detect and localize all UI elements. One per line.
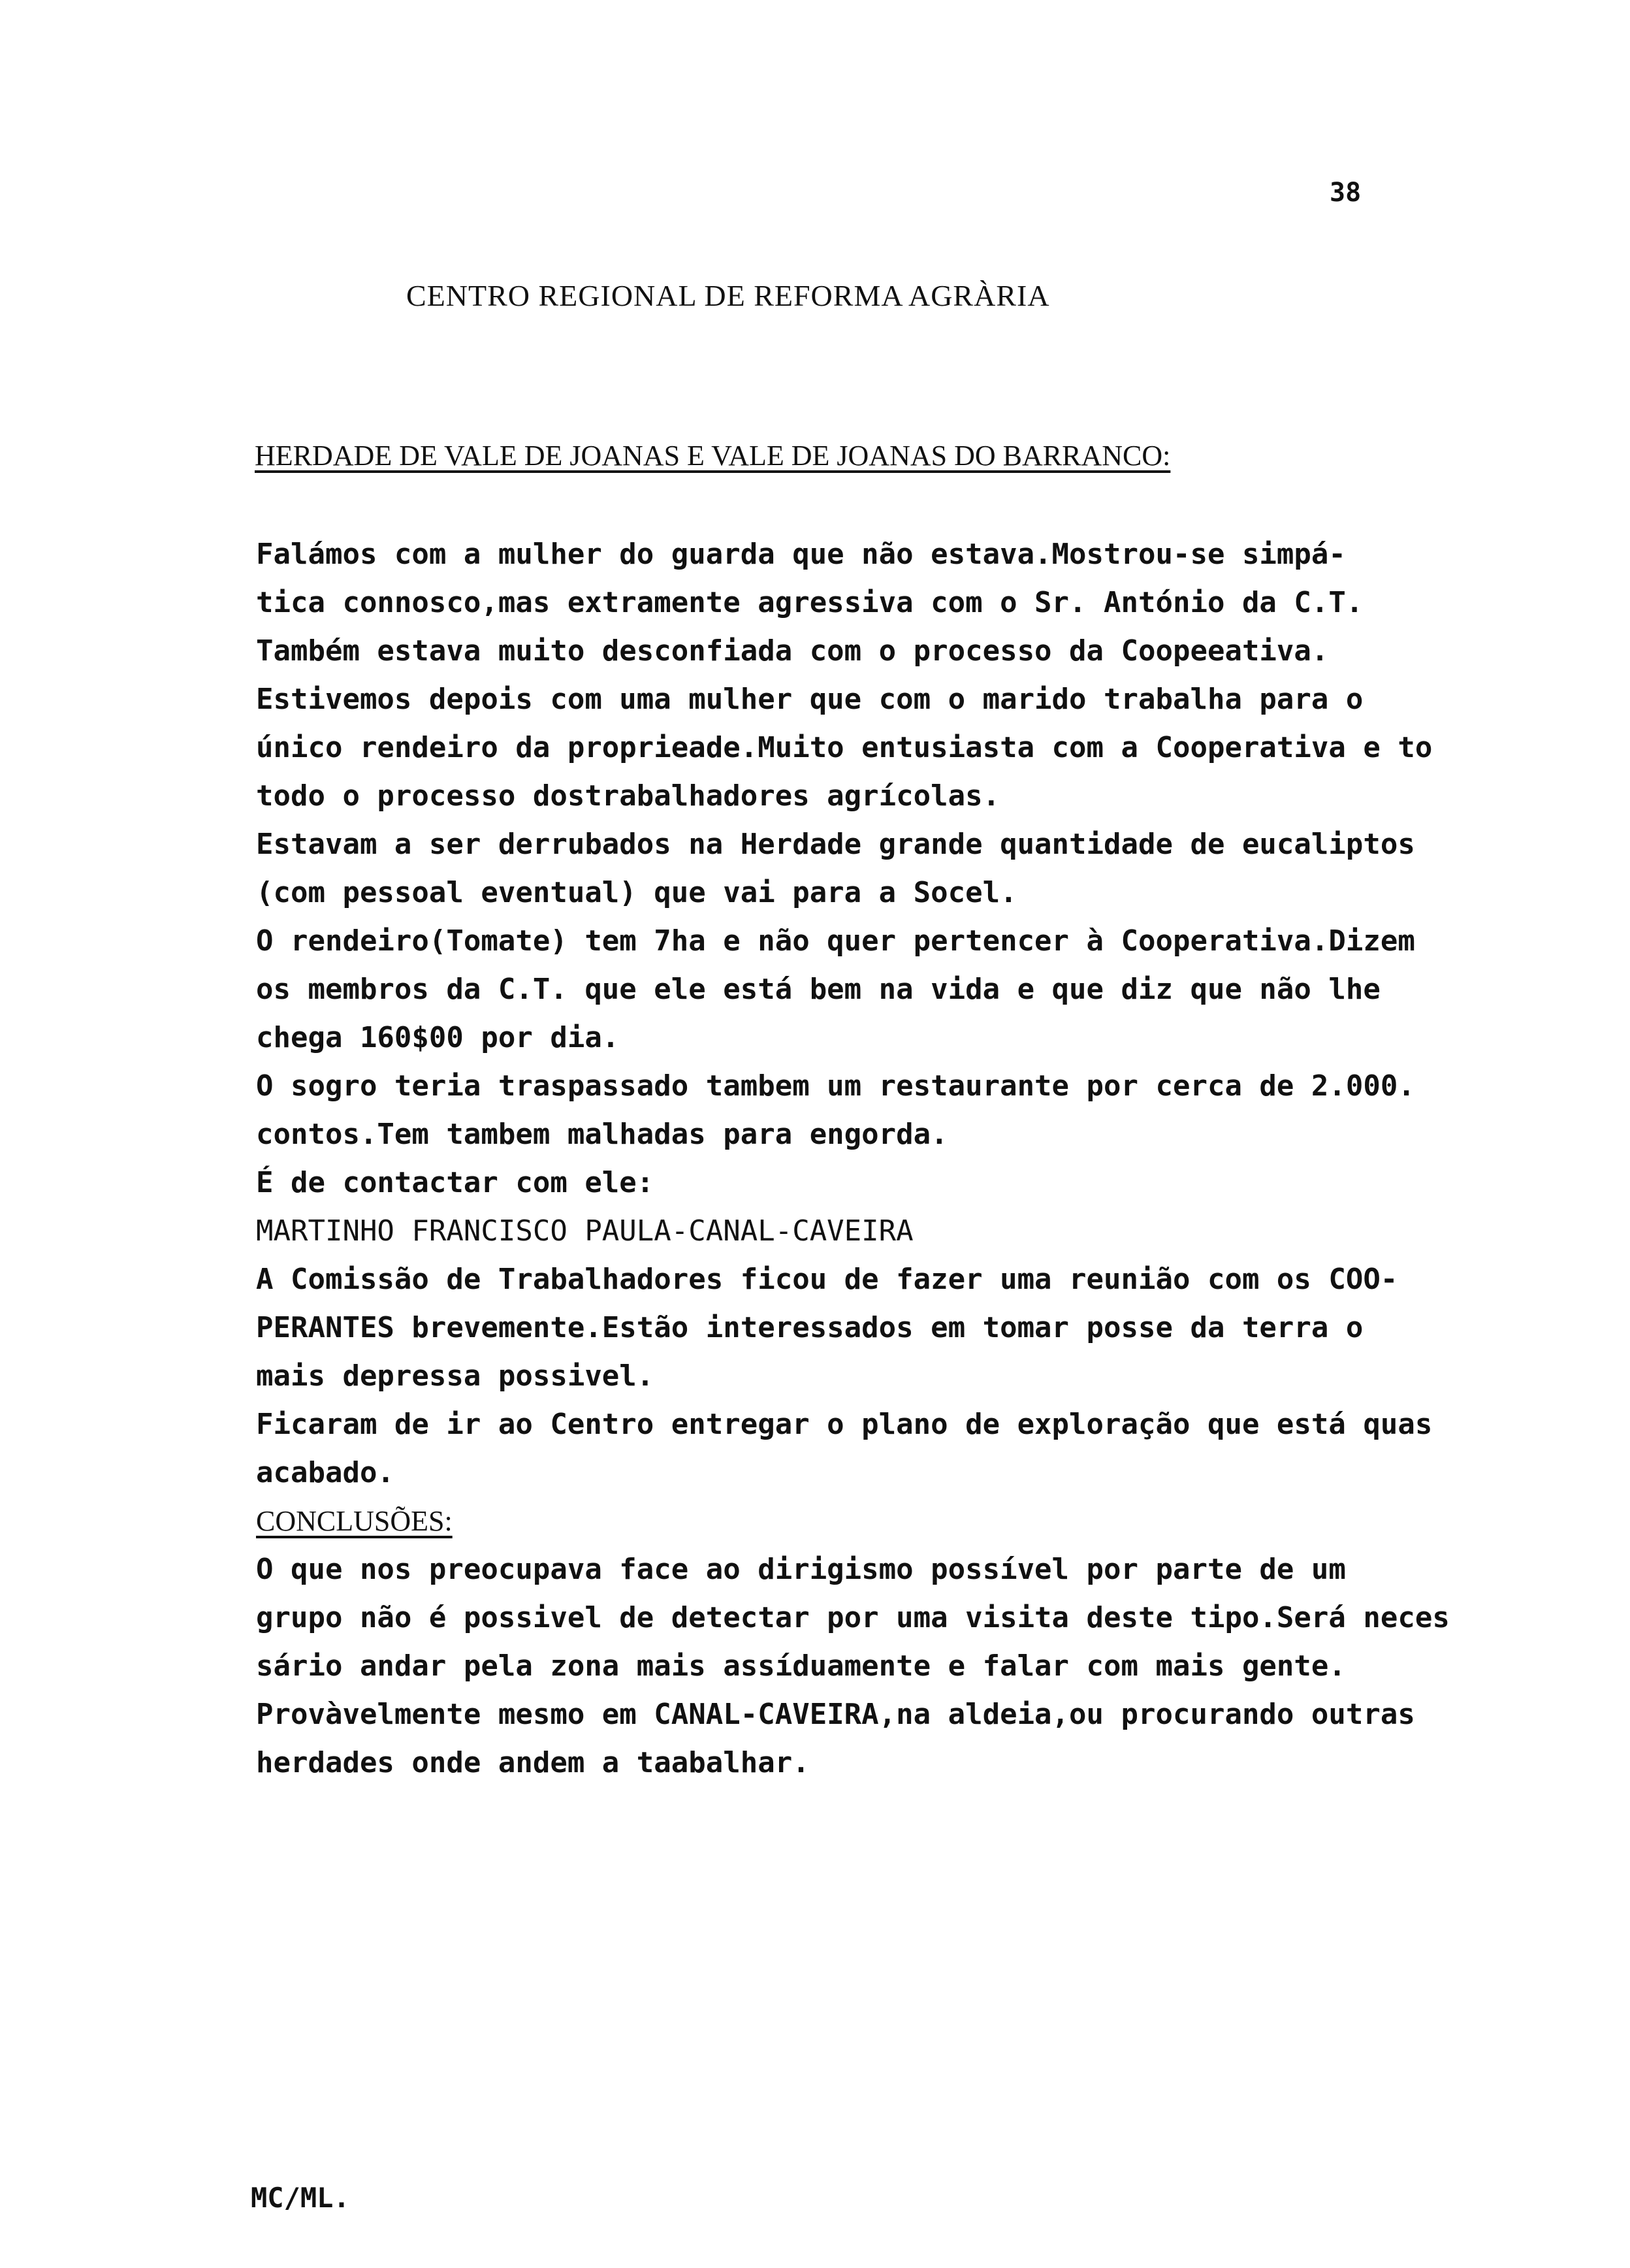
body-line: Ficaram de ir ao Centro entregar o plano de exploração que está quas	[256, 1408, 1433, 1441]
conclusion-line: Provàvelmente mesmo em CANAL-CAVEIRA,na aldeia,ou procurando outras	[256, 1698, 1415, 1731]
body-line: tica connosco,mas extramente agressiva com o Sr. António da C.T.	[256, 586, 1364, 619]
page-number: 38	[1330, 178, 1362, 208]
conclusion-line: O que nos preocupava face ao dirigismo possível por parte de um	[256, 1553, 1346, 1586]
conclusion-line: sário andar pela zona mais assíduamente e falar com mais gente.	[256, 1649, 1346, 1683]
body-line: Estivemos depois com uma mulher que com o marido trabalha para o	[256, 683, 1364, 716]
report-body	[256, 530, 1591, 1787]
body-line: O rendeiro(Tomate) tem 7ha e não quer pertencer à Cooperativa.Dizem	[256, 924, 1415, 958]
body-line: O sogro teria traspassado tambem um restaurante por cerca de 2.000.	[256, 1069, 1415, 1103]
footer-initials: MC/ML.	[251, 2182, 350, 2214]
body-line: (com pessoal eventual) que vai para a Socel.	[256, 876, 1017, 909]
body-line: contos.Tem tambem malhadas para engorda.	[256, 1118, 948, 1151]
body-line: A Comissão de Trabalhadores ficou de fazer uma reunião com os COO-	[256, 1263, 1398, 1296]
contact-name-line: MARTINHO FRANCISCO PAULA-CANAL-CAVEIRA	[256, 1214, 914, 1248]
body-line: Falámos com a mulher do guarda que não estava.Mostrou-se simpá-	[256, 538, 1346, 571]
body-line: Também estava muito desconfiada com o processo da Coopeeativa.	[256, 634, 1329, 668]
body-line: mais depressa possivel.	[256, 1359, 654, 1393]
body-line: É de contactar com ele:	[256, 1166, 654, 1199]
body-line: os membros da C.T. que ele está bem na vida e que diz que não lhe	[256, 973, 1381, 1006]
body-line: chega 160$00 por dia.	[256, 1021, 620, 1054]
body-line: PERANTES brevemente.Estão interessados em tomar posse da terra o	[256, 1311, 1364, 1344]
header-title: CENTRO REGIONAL DE REFORMA AGRÀRIA	[406, 279, 1050, 312]
conclusions-heading: CONCLUSÕES:	[256, 1505, 453, 1537]
body-line: todo o processo dostrabalhadores agrícolas.	[256, 779, 1000, 813]
body-line: Estavam a ser derrubados na Herdade grande quantidade de eucaliptos	[256, 828, 1415, 861]
conclusion-line: herdades onde andem a taabalhar.	[256, 1746, 810, 1779]
body-line: acabado.	[256, 1456, 394, 1489]
conclusion-line: grupo não é possivel de detectar por uma visita deste tipo.Será neces	[256, 1601, 1450, 1634]
section-heading: HERDADE DE VALE DE JOANAS E VALE DE JOANAS DO BARRANCO:	[255, 440, 1171, 472]
body-line: único rendeiro da proprieade.Muito entusiasta com a Cooperativa e to	[256, 731, 1433, 764]
